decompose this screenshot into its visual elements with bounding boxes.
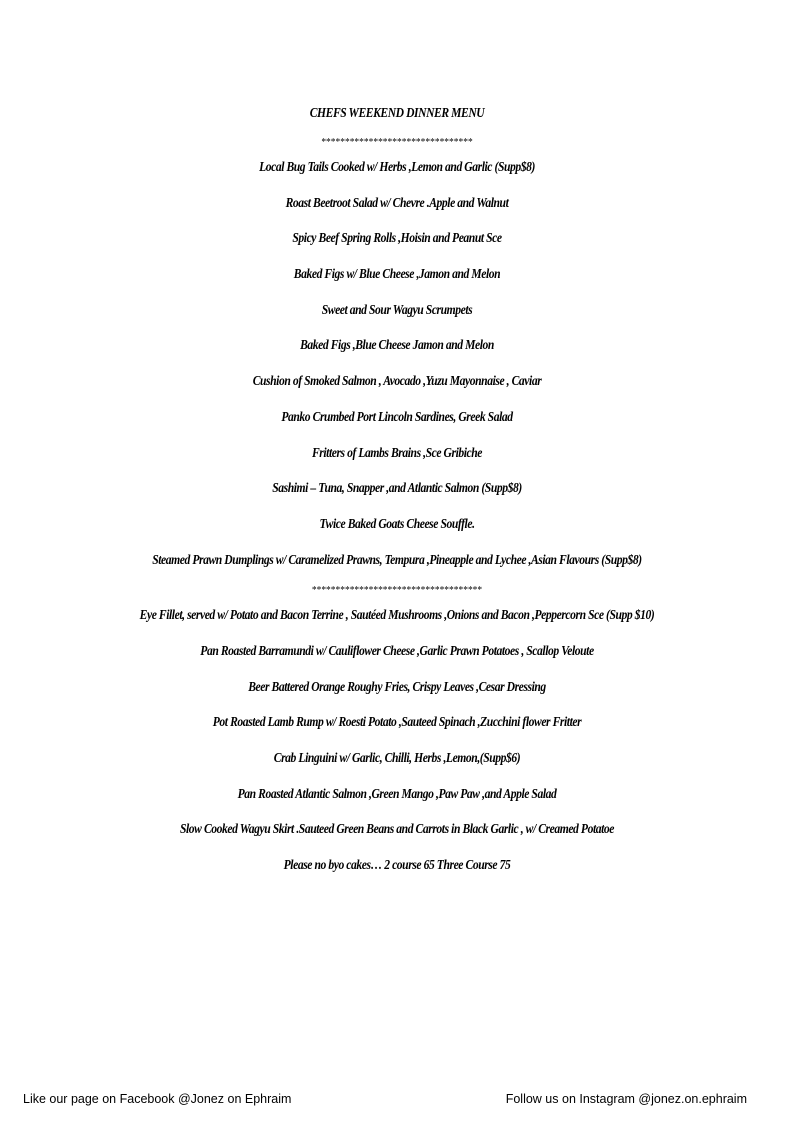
starter-item: Baked Figs w/ Blue Cheese ,Jamon and Melon — [293, 266, 501, 282]
starter-item: Sweet and Sour Wagyu Scrumpets — [321, 301, 473, 317]
starter-item: Local Bug Tails Cooked w/ Herbs ,Lemon and Garlic (Supp$8) — [259, 159, 535, 174]
starter-item: Twice Baked Goats Cheese Souffle. — [319, 515, 475, 531]
starter-item: Fritters of Lambs Brains ,Sce Gribiche — [311, 444, 483, 460]
main-item: Pan Roasted Barramundi w/ Cauliflower Cheese ,Garlic Prawn Potatoes , Scallop Veloute — [200, 642, 594, 658]
starter-item: Sashimi – Tuna, Snapper ,and Atlantic Salmon (Supp$8) — [272, 480, 522, 496]
main-item: Eye Fillet, served w/ Potato and Bacon Terrine , Sautéed Mushrooms ,Onions and Bacon ,Peppercorn Sce (Supp $10) — [139, 607, 655, 623]
instagram-footer: Follow us on Instagram @jonez.on.ephraim — [505, 1092, 747, 1106]
starter-item: Roast Beetroot Salad w/ Chevre .Apple and Walnut — [285, 194, 509, 210]
pricing-note: Please no byo cakes… 2 course 65 Three Course 75 — [283, 857, 511, 873]
main-item: Slow Cooked Wagyu Skirt .Sauteed Green Beans and Carrots in Black Garlic , w/ Creamed Potatoe — [179, 821, 615, 837]
menu-title: CHEFS WEEKEND DINNER MENU — [309, 105, 485, 120]
separator: ******************************** — [321, 136, 473, 148]
starter-item: Steamed Prawn Dumplings w/ Caramelized Prawns, Tempura ,Pineapple and Lychee ,Asian Flavours (Supp$8) — [152, 551, 642, 567]
main-item: Pan Roasted Atlantic Salmon ,Green Mango ,Paw Paw ,and Apple Salad — [237, 785, 557, 801]
starter-item: Spicy Beef Spring Rolls ,Hoisin and Peanut Sce — [292, 230, 502, 246]
starter-item: Cushion of Smoked Salmon , Avocado ,Yuzu Mayonnaise , Caviar — [252, 373, 542, 389]
main-item: Crab Linguini w/ Garlic, Chilli, Herbs ,Lemon,(Supp$6) — [273, 750, 521, 765]
separator: ************************************ — [311, 584, 483, 597]
starter-item: Panko Crumbed Port Lincoln Sardines, Greek Salad — [281, 408, 513, 424]
main-item: Pot Roasted Lamb Rump w/ Roesti Potato ,Sauteed Spinach ,Zucchini flower Fritter — [212, 714, 582, 730]
facebook-footer: Like our page on Facebook @Jonez on Ephraim — [23, 1092, 292, 1106]
starter-item: Baked Figs ,Blue Cheese Jamon and Melon — [300, 337, 494, 353]
main-item: Beer Battered Orange Roughy Fries, Crispy Leaves ,Cesar Dressing — [248, 678, 546, 694]
menu — [0, 103, 794, 883]
